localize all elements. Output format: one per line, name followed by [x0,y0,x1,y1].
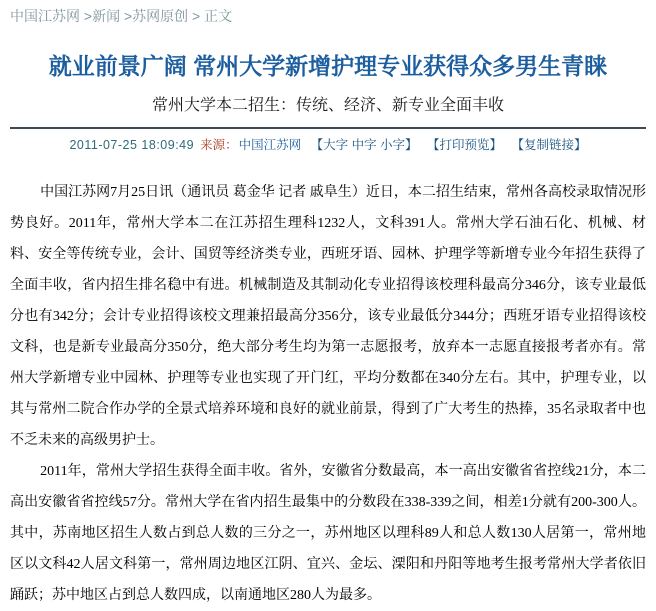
article-paragraph: 2011年，常州大学招生获得全面丰收。省外，安徽省分数最高，本一高出安徽省省控线21分，本二高出安徽省省控线57分。常州大学在省内招生最集中的分数段在338-339之间，相差1分就有200-300人。其中，苏南地区招生人数占到总人数的三分之一，苏州地区以理科89人和总人数130人居第一，常州地区以文科42人居文科第一，常州周边地区江阴、宜兴、金坛、溧阳和丹阳等地考生报考常州大学者依旧踊跃；苏中地区占到总人数四成，以南通地区280人为最多。 [10,464,646,603]
breadcrumb-link-news[interactable]: >新闻 [83,8,124,24]
font-size-controls[interactable]: 【大字 中字 小字】 [310,138,418,152]
source-link[interactable]: 中国江苏网 [238,138,302,152]
article-paragraph: 中国江苏网7月25日讯（通讯员 葛金华 记者 戚阜生）近日，本二招生结束，常州各高校录取情况形势良好。2011年，常州大学本二在江苏招生理科1232人，文科391人。常州大学石油石化、机械、材料、安全等传统专业，会计、国贸等经济类专业，西班牙语、园林、护理学等新增专业今年招生获得了全面丰收，省内招生排名稳中有进。机械制造及其制动化专业招得该校理科最高分346分，该专业最低分也有342分；会计专业招得该校文理兼招最高分356分，该专业最低分344分；西班牙语专业招得该校文科，也是新专业最高分350分，绝大部分考生均为第一志愿报考，放弃本一志愿直接报考者亦有。常州大学新增专业中园林、护理等专业也实现了开门红，平均分数都在340分左右。其中，护理专业，以其与常州二院合作办学的全景式培养环境和良好的就业前景，得到了广大考生的热捧，35名录取者中也不乏未来的高级男护士。 [10,185,646,448]
breadcrumb-link-home[interactable]: 中国江苏网 [10,8,84,24]
copy-link-button[interactable]: 【复制链接】 [511,138,587,152]
breadcrumb-link-suwang-original[interactable]: >苏网原创 [123,8,193,24]
article-subtitle: 常州大学本二招生：传统、经济、新专业全面丰收 [151,97,504,114]
breadcrumb [0,0,656,24]
header-divider [10,127,646,129]
article-title: 就业前景广阔 常州大学新增护理专业获得众多男生青睐 [48,53,608,79]
source-label: 来源： [200,138,238,152]
breadcrumb-current-page: > 正文 [192,8,233,24]
article-meta-bar [0,137,656,154]
publish-timestamp: 2011-07-25 18:09:49 [69,138,195,152]
article-body [10,177,646,611]
print-preview-button[interactable]: 【打印预览】 [427,138,503,152]
